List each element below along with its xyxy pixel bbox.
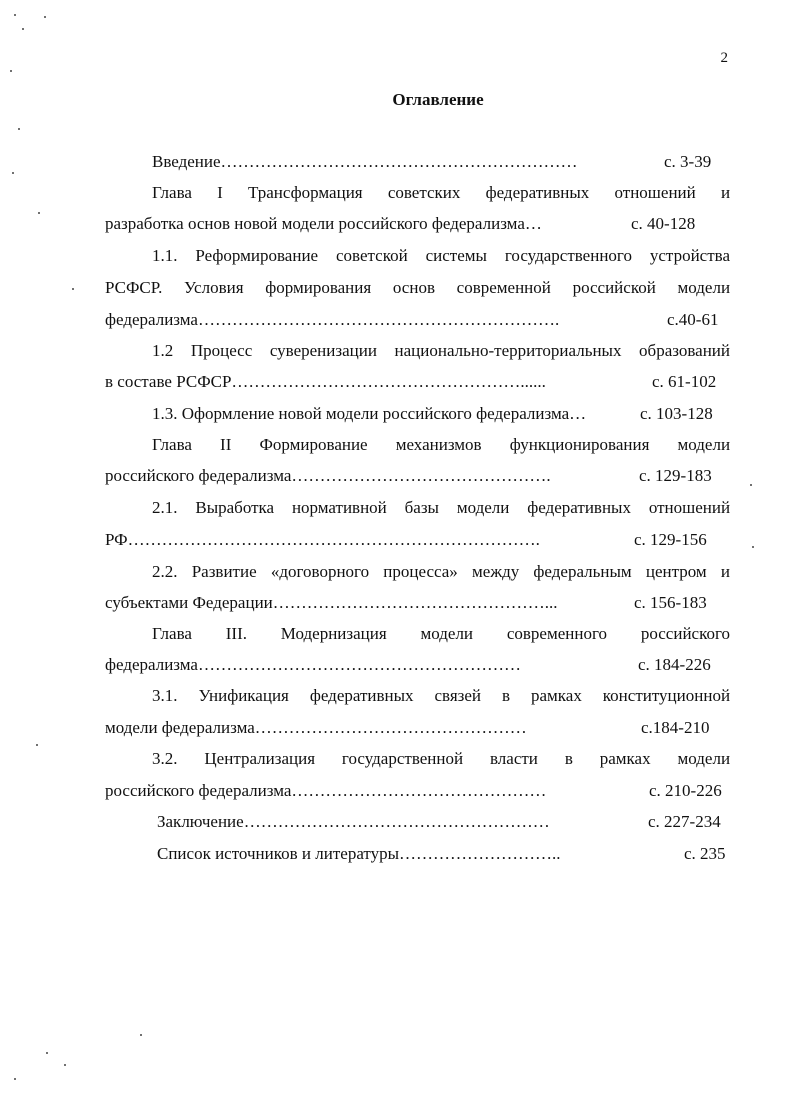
scan-speck (14, 1078, 16, 1080)
scan-speck (10, 70, 12, 72)
toc-s12-page: с. 61-102 (652, 372, 717, 391)
scan-speck (46, 1052, 48, 1054)
scan-speck (22, 28, 24, 30)
toc-s11-line2: РСФСР. Условия формирования основ современной российской модели (105, 278, 731, 297)
toc-s11-line1: 1.1. Реформирование советской системы государственного устройства (152, 246, 730, 265)
toc-s21-line1: 2.1. Выработка нормативной базы модели федеративных отношений (152, 498, 731, 517)
toc-s12-line2: в составе РСФСР……………………………………………...... (105, 372, 546, 391)
toc-s21-line2: РФ………………………………………………………………. (105, 530, 540, 549)
scan-speck (140, 1034, 142, 1036)
toc-s11-page: с.40-61 (667, 310, 719, 329)
toc-conclusion-page: с. 227-234 (648, 812, 721, 831)
toc-s22-line1: 2.2. Развитие «договорного процесса» между федеральным центром и (152, 562, 730, 581)
scan-speck (64, 1064, 66, 1066)
toc-s31-page: с.184-210 (641, 718, 710, 737)
toc-ch3-line2: федерализма………………………………………………… (105, 655, 521, 674)
page-number: 2 (720, 50, 728, 66)
toc-s21-page: с. 129-156 (634, 530, 707, 549)
scan-speck (38, 212, 40, 214)
scan-speck (18, 128, 20, 130)
scan-speck (36, 744, 38, 746)
toc-s31-line2: модели федерализма………………………………………… (105, 718, 527, 737)
toc-s22-page: с. 156-183 (634, 593, 707, 612)
toc-ch1-line1: Глава I Трансформация советских федеративных отношений и (152, 183, 731, 202)
toc-intro-text: Введение……………………………………………………… (152, 152, 578, 171)
toc-ch1-line2: разработка основ новой модели российского федерализма… (105, 214, 542, 233)
toc-conclusion-text: Заключение……………………………………………… (157, 812, 550, 831)
scan-speck (12, 172, 14, 174)
toc-sources-text: Список источников и литературы……………………….. (157, 844, 561, 863)
scan-speck (752, 546, 754, 548)
toc-ch1-page: с. 40-128 (631, 214, 696, 233)
toc-sources-page: с. 235 (684, 844, 726, 863)
scan-speck (44, 16, 46, 18)
toc-s32-line1: 3.2. Централизация государственной власти в рамках модели (152, 749, 731, 768)
toc-s22-line2: субъектами Федерации…………………………………………... (105, 593, 558, 612)
page-title: Оглавление (392, 90, 484, 109)
toc-ch3-line1: Глава III. Модернизация модели современного российского (152, 624, 731, 643)
toc-s11-line3: федерализма………………………………………………………. (105, 310, 560, 329)
toc-ch2-line1: Глава II Формирование механизмов функционирования модели (152, 435, 731, 454)
toc-s32-line2: российского федерализма……………………………………… (105, 781, 547, 800)
toc-s31-line1: 3.1. Унификация федеративных связей в рамках конституционной (152, 686, 731, 705)
toc-ch2-line2: российского федерализма………………………………………. (105, 466, 551, 485)
scan-speck (14, 14, 16, 16)
toc-s32-page: с. 210-226 (649, 781, 722, 800)
toc-s13-page: с. 103-128 (640, 404, 713, 423)
scan-speck (750, 484, 752, 486)
toc-s12-line1: 1.2 Процесс суверенизации национально-территориальных образований (152, 341, 730, 360)
toc-s13-text: 1.3. Оформление новой модели российского федерализма… (152, 404, 587, 423)
toc-intro-page: с. 3-39 (664, 152, 712, 171)
toc-ch3-page: с. 184-226 (638, 655, 711, 674)
scan-speck (72, 288, 74, 290)
toc-ch2-page: с. 129-183 (639, 466, 712, 485)
